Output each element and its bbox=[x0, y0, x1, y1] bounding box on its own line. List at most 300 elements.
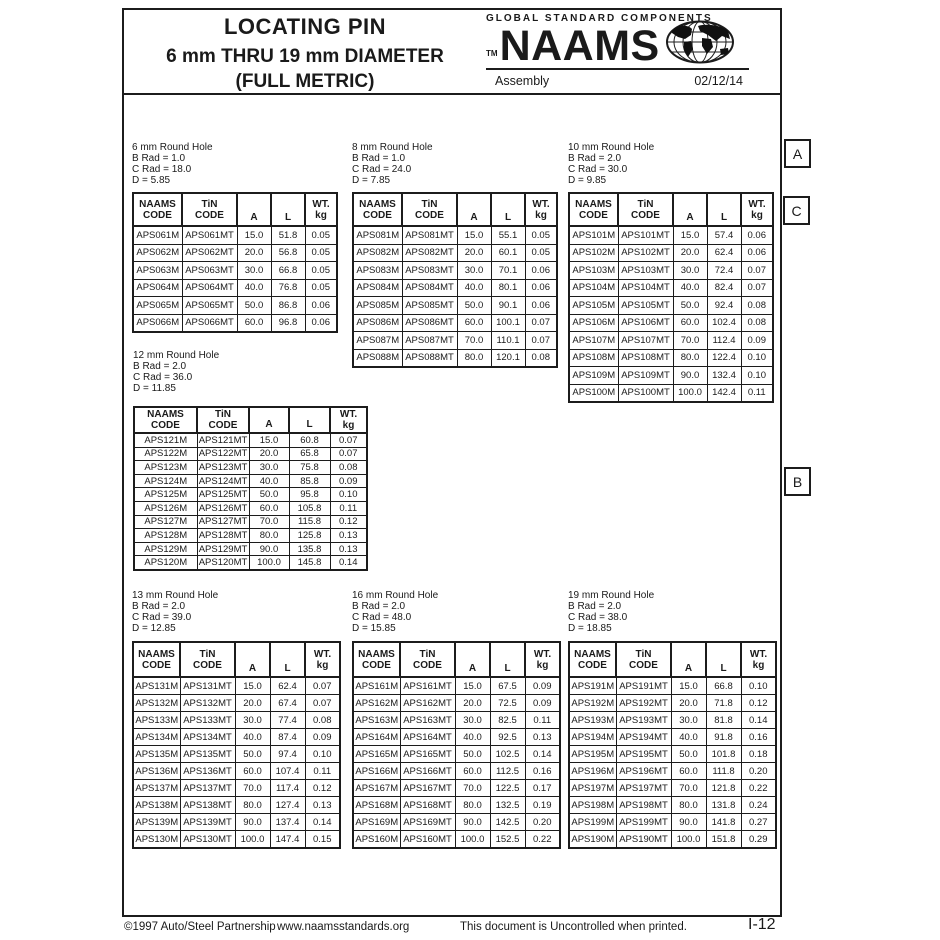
wt-value-cell: 0.13 bbox=[525, 729, 560, 746]
revision-marker-b: B bbox=[784, 467, 811, 496]
wt-value-cell: 0.13 bbox=[305, 797, 340, 814]
column-header bbox=[271, 193, 305, 226]
table-row bbox=[134, 488, 367, 502]
column-header-line: CODE bbox=[193, 659, 222, 671]
a-value-cell: 50.0 bbox=[457, 297, 491, 315]
hole-spec-line: 10 mm Round Hole bbox=[568, 142, 655, 153]
tin-code-cell: APS126MT bbox=[198, 502, 248, 514]
table-row bbox=[569, 349, 773, 367]
wt-value-cell: 0.08 bbox=[330, 461, 367, 475]
table-header-row bbox=[133, 193, 337, 226]
l-value-cell: 147.4 bbox=[270, 831, 305, 849]
wt-value-cell: 0.07 bbox=[330, 433, 367, 447]
a-value-cell: 70.0 bbox=[671, 780, 706, 797]
l-value-cell: 67.4 bbox=[270, 695, 305, 712]
naams-code-cell: APS066M bbox=[133, 314, 182, 332]
table-row bbox=[133, 712, 340, 729]
hole-spec-line: B Rad = 2.0 bbox=[132, 601, 186, 612]
table-row bbox=[353, 695, 560, 712]
l-value-cell: 60.8 bbox=[289, 433, 330, 447]
l-value-cell: 102.5 bbox=[490, 746, 525, 763]
tin-code-cell: APS063MT bbox=[182, 262, 237, 280]
naams-code-cell: APS123M bbox=[134, 461, 197, 475]
column-header-line: CODE bbox=[629, 659, 658, 671]
l-value-cell: 71.8 bbox=[706, 695, 741, 712]
tin-code-cell: APS120MT bbox=[198, 557, 248, 569]
table-group-8mm bbox=[352, 142, 558, 368]
wt-value-cell: 0.08 bbox=[525, 349, 557, 367]
tin-code-cell: APS065MT bbox=[182, 297, 237, 315]
a-value-cell: 50.0 bbox=[235, 746, 270, 763]
naams-code-cell: APS125M bbox=[134, 488, 197, 502]
naams-code-cell: APS063M bbox=[133, 262, 182, 280]
naams-code-cell: APS086M bbox=[353, 314, 402, 332]
wt-value-cell: 0.19 bbox=[525, 797, 560, 814]
table-row bbox=[353, 780, 560, 797]
column-header-line: kg bbox=[751, 209, 763, 221]
tin-code-cell: APS139MT bbox=[180, 814, 235, 831]
naams-code-cell: APS198M bbox=[569, 797, 616, 814]
spec-table-8mm bbox=[352, 192, 558, 368]
table-row bbox=[569, 262, 773, 280]
column-header-line: WT. bbox=[312, 198, 330, 210]
wt-value-cell: 0.07 bbox=[330, 447, 367, 461]
tin-code-cell: APS161MT bbox=[400, 677, 455, 695]
column-header bbox=[133, 193, 182, 226]
l-value-cell: 91.8 bbox=[706, 729, 741, 746]
l-value-cell: 86.8 bbox=[271, 297, 305, 315]
l-value-cell: 82.5 bbox=[490, 712, 525, 729]
wt-value-cell: 0.09 bbox=[525, 695, 560, 712]
l-value-cell: 111.8 bbox=[706, 763, 741, 780]
tin-code-cell: APS100MT bbox=[618, 384, 673, 402]
hole-spec-line: B Rad = 2.0 bbox=[133, 361, 187, 372]
wt-value-cell: 0.07 bbox=[525, 314, 557, 332]
naams-code-cell: APS082M bbox=[353, 244, 402, 262]
l-value-cell: 127.4 bbox=[270, 797, 305, 814]
wt-value-cell: 0.24 bbox=[741, 797, 776, 814]
column-header-line: kg bbox=[752, 659, 765, 671]
spec-table-13mm bbox=[132, 641, 341, 849]
column-header bbox=[305, 193, 337, 226]
naams-code-cell: APS101M bbox=[569, 226, 618, 244]
table-row bbox=[133, 226, 337, 244]
l-value-cell: 66.8 bbox=[706, 677, 741, 695]
hole-spec-line: D = 11.85 bbox=[133, 383, 176, 394]
wt-value-cell: 0.06 bbox=[305, 297, 337, 315]
a-value-cell: 60.0 bbox=[235, 763, 270, 780]
table-row bbox=[353, 279, 557, 297]
wt-value-cell: 0.07 bbox=[305, 677, 340, 695]
tin-code-cell: APS088MT bbox=[402, 349, 457, 367]
column-header-line: A bbox=[265, 419, 273, 430]
table-row bbox=[569, 297, 773, 315]
table-row bbox=[134, 447, 367, 461]
tin-code-cell: APS128MT bbox=[198, 529, 248, 541]
hole-spec-line: C Rad = 18.0 bbox=[132, 164, 192, 175]
a-value-cell: 20.0 bbox=[457, 244, 491, 262]
footer-notice: This document is Uncontrolled when printed. bbox=[460, 921, 687, 933]
l-value-cell: 62.4 bbox=[270, 677, 305, 695]
tin-code-cell: APS062MT bbox=[182, 244, 237, 262]
naams-logo bbox=[486, 22, 762, 71]
a-value-cell: 60.0 bbox=[249, 501, 289, 515]
table-row bbox=[353, 814, 560, 831]
wt-value-cell: 0.06 bbox=[741, 226, 773, 244]
tin-code-cell: APS125MT bbox=[198, 489, 248, 501]
wt-value-cell: 0.18 bbox=[741, 746, 776, 763]
l-value-cell: 60.1 bbox=[491, 244, 525, 262]
hole-spec-line: C Rad = 36.0 bbox=[133, 372, 193, 383]
l-value-cell: 137.4 bbox=[270, 814, 305, 831]
tin-code-cell: APS138MT bbox=[180, 797, 235, 814]
hole-spec-line: B Rad = 1.0 bbox=[132, 153, 186, 164]
naams-code-cell: APS121M bbox=[134, 433, 197, 447]
column-header-line: kg bbox=[536, 659, 549, 671]
column-header-line: CODE bbox=[631, 209, 660, 221]
table-row bbox=[569, 763, 776, 780]
wt-value-cell: 0.05 bbox=[525, 244, 557, 262]
tin-code-cell: APS105MT bbox=[618, 297, 673, 315]
l-value-cell: 151.8 bbox=[706, 831, 741, 849]
l-value-cell: 97.4 bbox=[270, 746, 305, 763]
tin-code-cell: APS196MT bbox=[616, 763, 671, 780]
tin-code-cell: APS123MT bbox=[198, 461, 248, 473]
wt-value-cell: 0.16 bbox=[525, 763, 560, 780]
column-header-line: WT. bbox=[532, 198, 550, 210]
wt-value-cell: 0.22 bbox=[741, 780, 776, 797]
column-header bbox=[491, 193, 525, 226]
l-value-cell: 145.8 bbox=[289, 556, 330, 570]
l-value-cell: 67.5 bbox=[490, 677, 525, 695]
wt-value-cell: 0.05 bbox=[305, 226, 337, 244]
column-header-line: CODE bbox=[142, 659, 171, 671]
tin-code-cell: APS129MT bbox=[198, 543, 248, 555]
a-value-cell: 30.0 bbox=[237, 262, 271, 280]
l-value-cell: 65.8 bbox=[289, 447, 330, 461]
table-row bbox=[133, 831, 340, 849]
tin-code-cell: APS101MT bbox=[618, 226, 673, 244]
naams-code-cell: APS162M bbox=[353, 695, 400, 712]
l-value-cell: 115.8 bbox=[289, 515, 330, 529]
hole-spec-line: C Rad = 30.0 bbox=[568, 164, 628, 175]
naams-code-cell: APS190M bbox=[569, 831, 616, 849]
l-value-cell: 132.5 bbox=[490, 797, 525, 814]
wt-value-cell: 0.22 bbox=[525, 831, 560, 849]
a-value-cell: 90.0 bbox=[671, 814, 706, 831]
table-row bbox=[353, 677, 560, 695]
table-row bbox=[569, 279, 773, 297]
a-value-cell: 70.0 bbox=[235, 780, 270, 797]
column-header bbox=[525, 193, 557, 226]
l-value-cell: 101.8 bbox=[706, 746, 741, 763]
column-header-line: A bbox=[250, 212, 258, 223]
tin-code-cell: APS168MT bbox=[400, 797, 455, 814]
column-header-line: NAAMS bbox=[358, 648, 395, 660]
hole-spec-line: B Rad = 2.0 bbox=[568, 153, 622, 164]
wt-value-cell: 0.13 bbox=[330, 529, 367, 543]
column-header-line: kg bbox=[535, 209, 547, 221]
column-header bbox=[402, 193, 457, 226]
table-row bbox=[133, 797, 340, 814]
column-header-line: TiN bbox=[637, 198, 654, 210]
a-value-cell: 20.0 bbox=[455, 695, 490, 712]
naams-code-cell: APS108M bbox=[569, 349, 618, 367]
l-value-cell: 80.1 bbox=[491, 279, 525, 297]
hole-spec-notes bbox=[352, 590, 561, 634]
wt-value-cell: 0.07 bbox=[741, 262, 773, 280]
column-header bbox=[569, 193, 618, 226]
naams-code-cell: APS136M bbox=[133, 763, 180, 780]
table-row bbox=[353, 729, 560, 746]
table-group-10mm bbox=[568, 142, 774, 403]
wt-value-cell: 0.12 bbox=[305, 780, 340, 797]
column-header-line: NAAMS bbox=[575, 198, 612, 210]
table-row bbox=[569, 729, 776, 746]
spec-table-10mm bbox=[568, 192, 774, 403]
globe-icon bbox=[665, 20, 735, 64]
a-value-cell: 80.0 bbox=[455, 797, 490, 814]
column-header-line: CODE bbox=[362, 659, 391, 671]
l-value-cell: 87.4 bbox=[270, 729, 305, 746]
column-header bbox=[616, 642, 671, 677]
naams-code-cell: APS105M bbox=[569, 297, 618, 315]
tin-code-cell: APS163MT bbox=[400, 712, 455, 729]
tin-code-cell: APS133MT bbox=[180, 712, 235, 729]
spec-table-19mm bbox=[568, 641, 777, 849]
column-header-line: WT. bbox=[313, 648, 332, 660]
a-value-cell: 20.0 bbox=[249, 447, 289, 461]
l-value-cell: 92.5 bbox=[490, 729, 525, 746]
revision-marker-a: A bbox=[784, 139, 811, 168]
l-value-cell: 112.5 bbox=[490, 763, 525, 780]
naams-code-cell: APS132M bbox=[133, 695, 180, 712]
a-value-cell: 15.0 bbox=[457, 226, 491, 244]
table-row bbox=[353, 712, 560, 729]
column-header-line: CODE bbox=[143, 209, 172, 221]
l-value-cell: 81.8 bbox=[706, 712, 741, 729]
column-header-line: TiN bbox=[201, 198, 218, 210]
tin-code-cell: APS195MT bbox=[616, 746, 671, 763]
l-value-cell: 82.4 bbox=[707, 279, 741, 297]
column-header bbox=[706, 642, 741, 677]
naams-code-cell: APS061M bbox=[133, 226, 182, 244]
l-value-cell: 72.4 bbox=[707, 262, 741, 280]
tin-code-cell: APS122MT bbox=[198, 448, 248, 460]
wt-value-cell: 0.07 bbox=[741, 279, 773, 297]
column-header bbox=[270, 642, 305, 677]
l-value-cell: 141.8 bbox=[706, 814, 741, 831]
wt-value-cell: 0.08 bbox=[305, 712, 340, 729]
column-header bbox=[182, 193, 237, 226]
tin-code-cell: APS193MT bbox=[616, 712, 671, 729]
column-header-line: A bbox=[468, 663, 477, 674]
table-row bbox=[353, 831, 560, 849]
table-header-row bbox=[569, 193, 773, 226]
a-value-cell: 80.0 bbox=[673, 349, 707, 367]
wt-value-cell: 0.15 bbox=[305, 831, 340, 849]
table-row bbox=[569, 746, 776, 763]
naams-code-cell: APS083M bbox=[353, 262, 402, 280]
tin-code-cell: APS194MT bbox=[616, 729, 671, 746]
wt-value-cell: 0.16 bbox=[741, 729, 776, 746]
naams-code-cell: APS167M bbox=[353, 780, 400, 797]
column-header bbox=[289, 407, 330, 433]
l-value-cell: 85.8 bbox=[289, 474, 330, 488]
table-group-6mm bbox=[132, 142, 338, 333]
wt-value-cell: 0.14 bbox=[330, 556, 367, 570]
table-group-12mm bbox=[133, 350, 368, 571]
naams-code-cell: APS197M bbox=[569, 780, 616, 797]
table-row bbox=[134, 556, 367, 570]
l-value-cell: 57.4 bbox=[707, 226, 741, 244]
table-group-13mm bbox=[132, 590, 341, 849]
a-value-cell: 90.0 bbox=[235, 814, 270, 831]
table-row bbox=[133, 780, 340, 797]
a-value-cell: 20.0 bbox=[671, 695, 706, 712]
document-frame bbox=[122, 8, 782, 917]
wt-value-cell: 0.20 bbox=[525, 814, 560, 831]
wt-value-cell: 0.27 bbox=[741, 814, 776, 831]
wt-value-cell: 0.14 bbox=[305, 814, 340, 831]
table-row bbox=[133, 763, 340, 780]
naams-code-cell: APS120M bbox=[134, 556, 197, 570]
naams-code-cell: APS131M bbox=[133, 677, 180, 695]
l-value-cell: 102.4 bbox=[707, 314, 741, 332]
table-row bbox=[569, 384, 773, 402]
column-header-line: CODE bbox=[363, 209, 392, 221]
naams-code-cell: APS194M bbox=[569, 729, 616, 746]
a-value-cell: 90.0 bbox=[455, 814, 490, 831]
wt-value-cell: 0.06 bbox=[525, 297, 557, 315]
column-header bbox=[330, 407, 367, 433]
a-value-cell: 20.0 bbox=[235, 695, 270, 712]
a-value-cell: 100.0 bbox=[249, 556, 289, 570]
naams-code-cell: APS164M bbox=[353, 729, 400, 746]
a-value-cell: 30.0 bbox=[235, 712, 270, 729]
column-header-line: CODE bbox=[415, 209, 444, 221]
a-value-cell: 15.0 bbox=[235, 677, 270, 695]
naams-code-cell: APS135M bbox=[133, 746, 180, 763]
column-header-line: NAAMS bbox=[359, 198, 396, 210]
a-value-cell: 40.0 bbox=[671, 729, 706, 746]
l-value-cell: 100.1 bbox=[491, 314, 525, 332]
column-header bbox=[353, 193, 402, 226]
hole-spec-line: D = 5.85 bbox=[132, 175, 171, 186]
wt-value-cell: 0.11 bbox=[525, 712, 560, 729]
naams-code-cell: APS065M bbox=[133, 297, 182, 315]
l-value-cell: 56.8 bbox=[271, 244, 305, 262]
column-header bbox=[249, 407, 289, 433]
table-header-row bbox=[134, 407, 367, 433]
document-header bbox=[124, 10, 780, 95]
tin-code-cell: APS102MT bbox=[618, 244, 673, 262]
tin-code-cell: APS197MT bbox=[616, 780, 671, 797]
wt-value-cell: 0.10 bbox=[741, 349, 773, 367]
tin-code-cell: APS199MT bbox=[616, 814, 671, 831]
wt-value-cell: 0.29 bbox=[741, 831, 776, 849]
wt-value-cell: 0.11 bbox=[741, 384, 773, 402]
table-header-row bbox=[353, 193, 557, 226]
column-header-line: L bbox=[284, 663, 291, 674]
column-header-line: TiN bbox=[635, 648, 652, 660]
tin-code-cell: APS104MT bbox=[618, 279, 673, 297]
wt-value-cell: 0.05 bbox=[305, 262, 337, 280]
table-row bbox=[569, 226, 773, 244]
l-value-cell: 66.8 bbox=[271, 262, 305, 280]
wt-value-cell: 0.10 bbox=[305, 746, 340, 763]
table-row bbox=[133, 677, 340, 695]
wt-value-cell: 0.13 bbox=[330, 542, 367, 556]
wt-value-cell: 0.10 bbox=[741, 367, 773, 385]
naams-code-cell: APS166M bbox=[353, 763, 400, 780]
table-header-row bbox=[353, 642, 560, 677]
l-value-cell: 122.4 bbox=[707, 349, 741, 367]
naams-code-cell: APS104M bbox=[569, 279, 618, 297]
l-value-cell: 120.1 bbox=[491, 349, 525, 367]
naams-code-cell: APS081M bbox=[353, 226, 402, 244]
naams-code-cell: APS122M bbox=[134, 447, 197, 461]
a-value-cell: 60.0 bbox=[457, 314, 491, 332]
naams-code-cell: APS195M bbox=[569, 746, 616, 763]
tin-code-cell: APS166MT bbox=[400, 763, 455, 780]
hole-spec-line: 6 mm Round Hole bbox=[132, 142, 213, 153]
naams-code-cell: APS139M bbox=[133, 814, 180, 831]
tin-code-cell: APS107MT bbox=[618, 332, 673, 350]
column-header-line: L bbox=[284, 212, 292, 223]
column-header-line: WT. bbox=[749, 648, 768, 660]
wt-value-cell: 0.06 bbox=[741, 244, 773, 262]
a-value-cell: 15.0 bbox=[249, 433, 289, 447]
column-header-line: L bbox=[504, 212, 512, 223]
naams-code-cell: APS128M bbox=[134, 529, 197, 543]
hole-spec-line: C Rad = 39.0 bbox=[132, 612, 192, 623]
column-header bbox=[490, 642, 525, 677]
naams-code-cell: APS085M bbox=[353, 297, 402, 315]
a-value-cell: 60.0 bbox=[673, 314, 707, 332]
wt-value-cell: 0.12 bbox=[330, 515, 367, 529]
wt-value-cell: 0.17 bbox=[525, 780, 560, 797]
tin-code-cell: APS081MT bbox=[402, 226, 457, 244]
column-header bbox=[455, 642, 490, 677]
l-value-cell: 132.4 bbox=[707, 367, 741, 385]
a-value-cell: 40.0 bbox=[455, 729, 490, 746]
page-title: LOCATING PIN bbox=[223, 14, 387, 39]
naams-code-cell: APS161M bbox=[353, 677, 400, 695]
l-value-cell: 105.8 bbox=[289, 501, 330, 515]
a-value-cell: 50.0 bbox=[237, 297, 271, 315]
a-value-cell: 30.0 bbox=[671, 712, 706, 729]
column-header-line: TiN bbox=[419, 648, 436, 660]
page-subtitle-2: (FULL METRIC) bbox=[235, 71, 375, 92]
wt-value-cell: 0.11 bbox=[330, 501, 367, 515]
a-value-cell: 100.0 bbox=[671, 831, 706, 849]
column-header bbox=[237, 193, 271, 226]
column-header bbox=[569, 642, 616, 677]
l-value-cell: 125.8 bbox=[289, 529, 330, 543]
table-row bbox=[353, 226, 557, 244]
table-row bbox=[353, 746, 560, 763]
column-header-line: kg bbox=[342, 420, 355, 431]
hole-spec-line: B Rad = 1.0 bbox=[352, 153, 406, 164]
l-value-cell: 117.4 bbox=[270, 780, 305, 797]
column-header-line: TiN bbox=[215, 409, 231, 420]
tin-code-cell: APS083MT bbox=[402, 262, 457, 280]
table-row bbox=[134, 542, 367, 556]
naams-code-cell: APS129M bbox=[134, 542, 197, 556]
naams-code-cell: APS109M bbox=[569, 367, 618, 385]
a-value-cell: 60.0 bbox=[671, 763, 706, 780]
